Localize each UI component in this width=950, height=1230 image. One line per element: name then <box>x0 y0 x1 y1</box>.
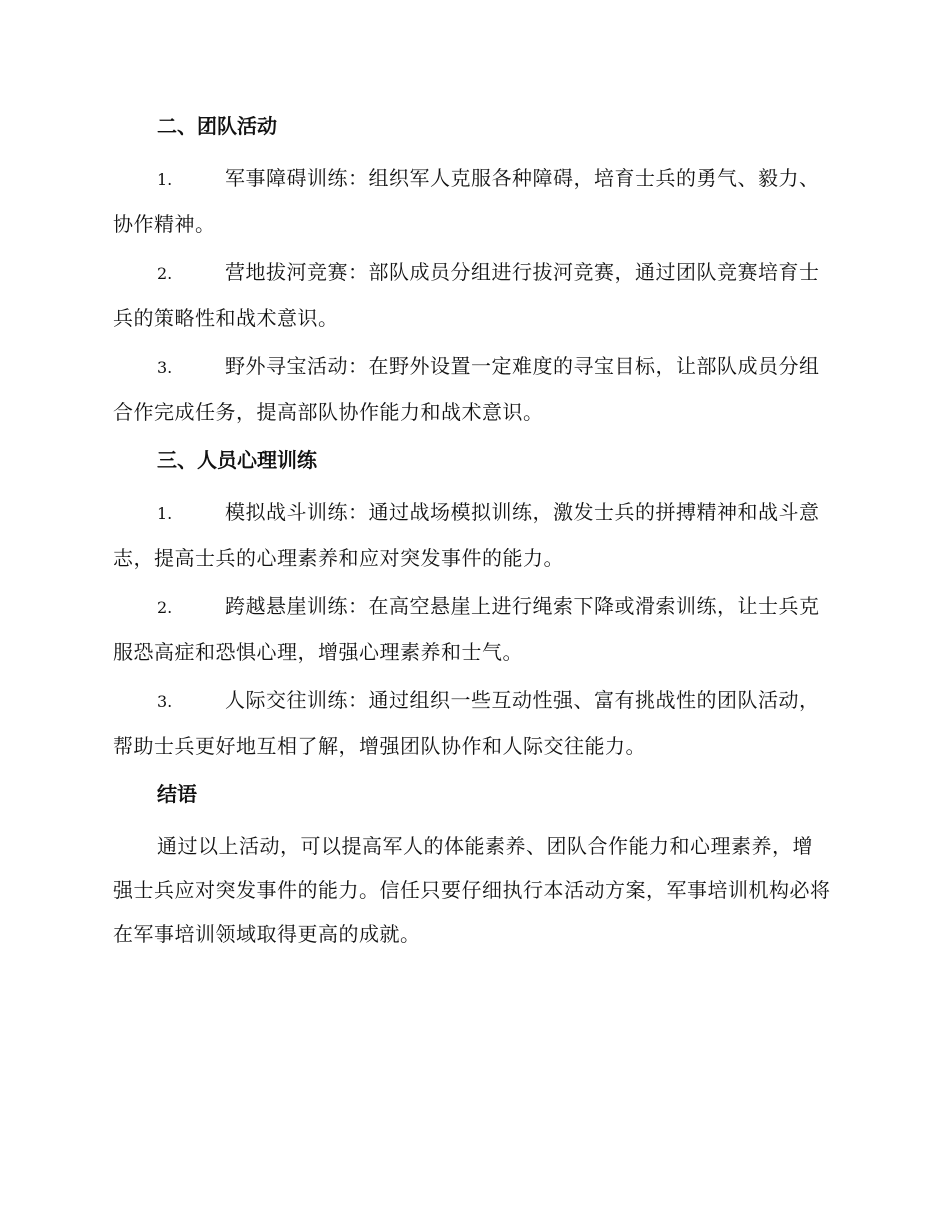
list-item <box>113 156 833 246</box>
conclusion-paragraph: 通过以上活动，可以提高军人的体能素养、团队合作能力和心理素养，增强士兵应对突发事件的能力。信任只要仔细执行本活动方案，军事培训机构必将在军事培训领域取得更高的成就。 <box>113 834 831 946</box>
item-number: 2. <box>157 598 173 617</box>
item-text: 营地拔河竞赛：部队成员分组进行拔河竞赛，通过团队竞赛培育士兵的策略性和战术意识。 <box>113 260 820 330</box>
list-item <box>113 678 833 768</box>
item-text: 模拟战斗训练：通过战场模拟训练，激发士兵的拼搏精神和战斗意志，提高士兵的心理素养和应对突发事件的能力。 <box>113 500 820 570</box>
item-number: 1. <box>157 170 173 189</box>
item-number: 3. <box>157 692 173 711</box>
item-number: 3. <box>157 358 173 377</box>
section-heading-team-activities: 二、团队活动 <box>157 114 277 138</box>
item-text: 跨越悬崖训练：在高空悬崖上进行绳索下降或滑索训练，让士兵克服恐高症和恐惧心理，增强心理素养和士气。 <box>113 594 820 664</box>
item-number: 2. <box>157 264 173 283</box>
list-item <box>113 490 833 580</box>
section-heading-psych-training: 三、人员心理训练 <box>157 448 317 472</box>
list-item <box>113 344 833 434</box>
item-number: 1. <box>157 504 173 523</box>
item-text: 野外寻宝活动：在野外设置一定难度的寻宝目标，让部队成员分组合作完成任务，提高部队协作能力和战术意识。 <box>113 354 820 424</box>
item-text: 人际交往训练：通过组织一些互动性强、富有挑战性的团队活动，帮助士兵更好地互相了解，增强团队协作和人际交往能力。 <box>113 688 820 758</box>
conclusion-heading: 结语 <box>157 782 197 806</box>
list-item <box>113 584 833 674</box>
item-text: 军事障碍训练：组织军人克服各种障碍，培育士兵的勇气、毅力、协作精神。 <box>113 166 820 236</box>
document-page <box>113 104 833 960</box>
list-item <box>113 250 833 340</box>
